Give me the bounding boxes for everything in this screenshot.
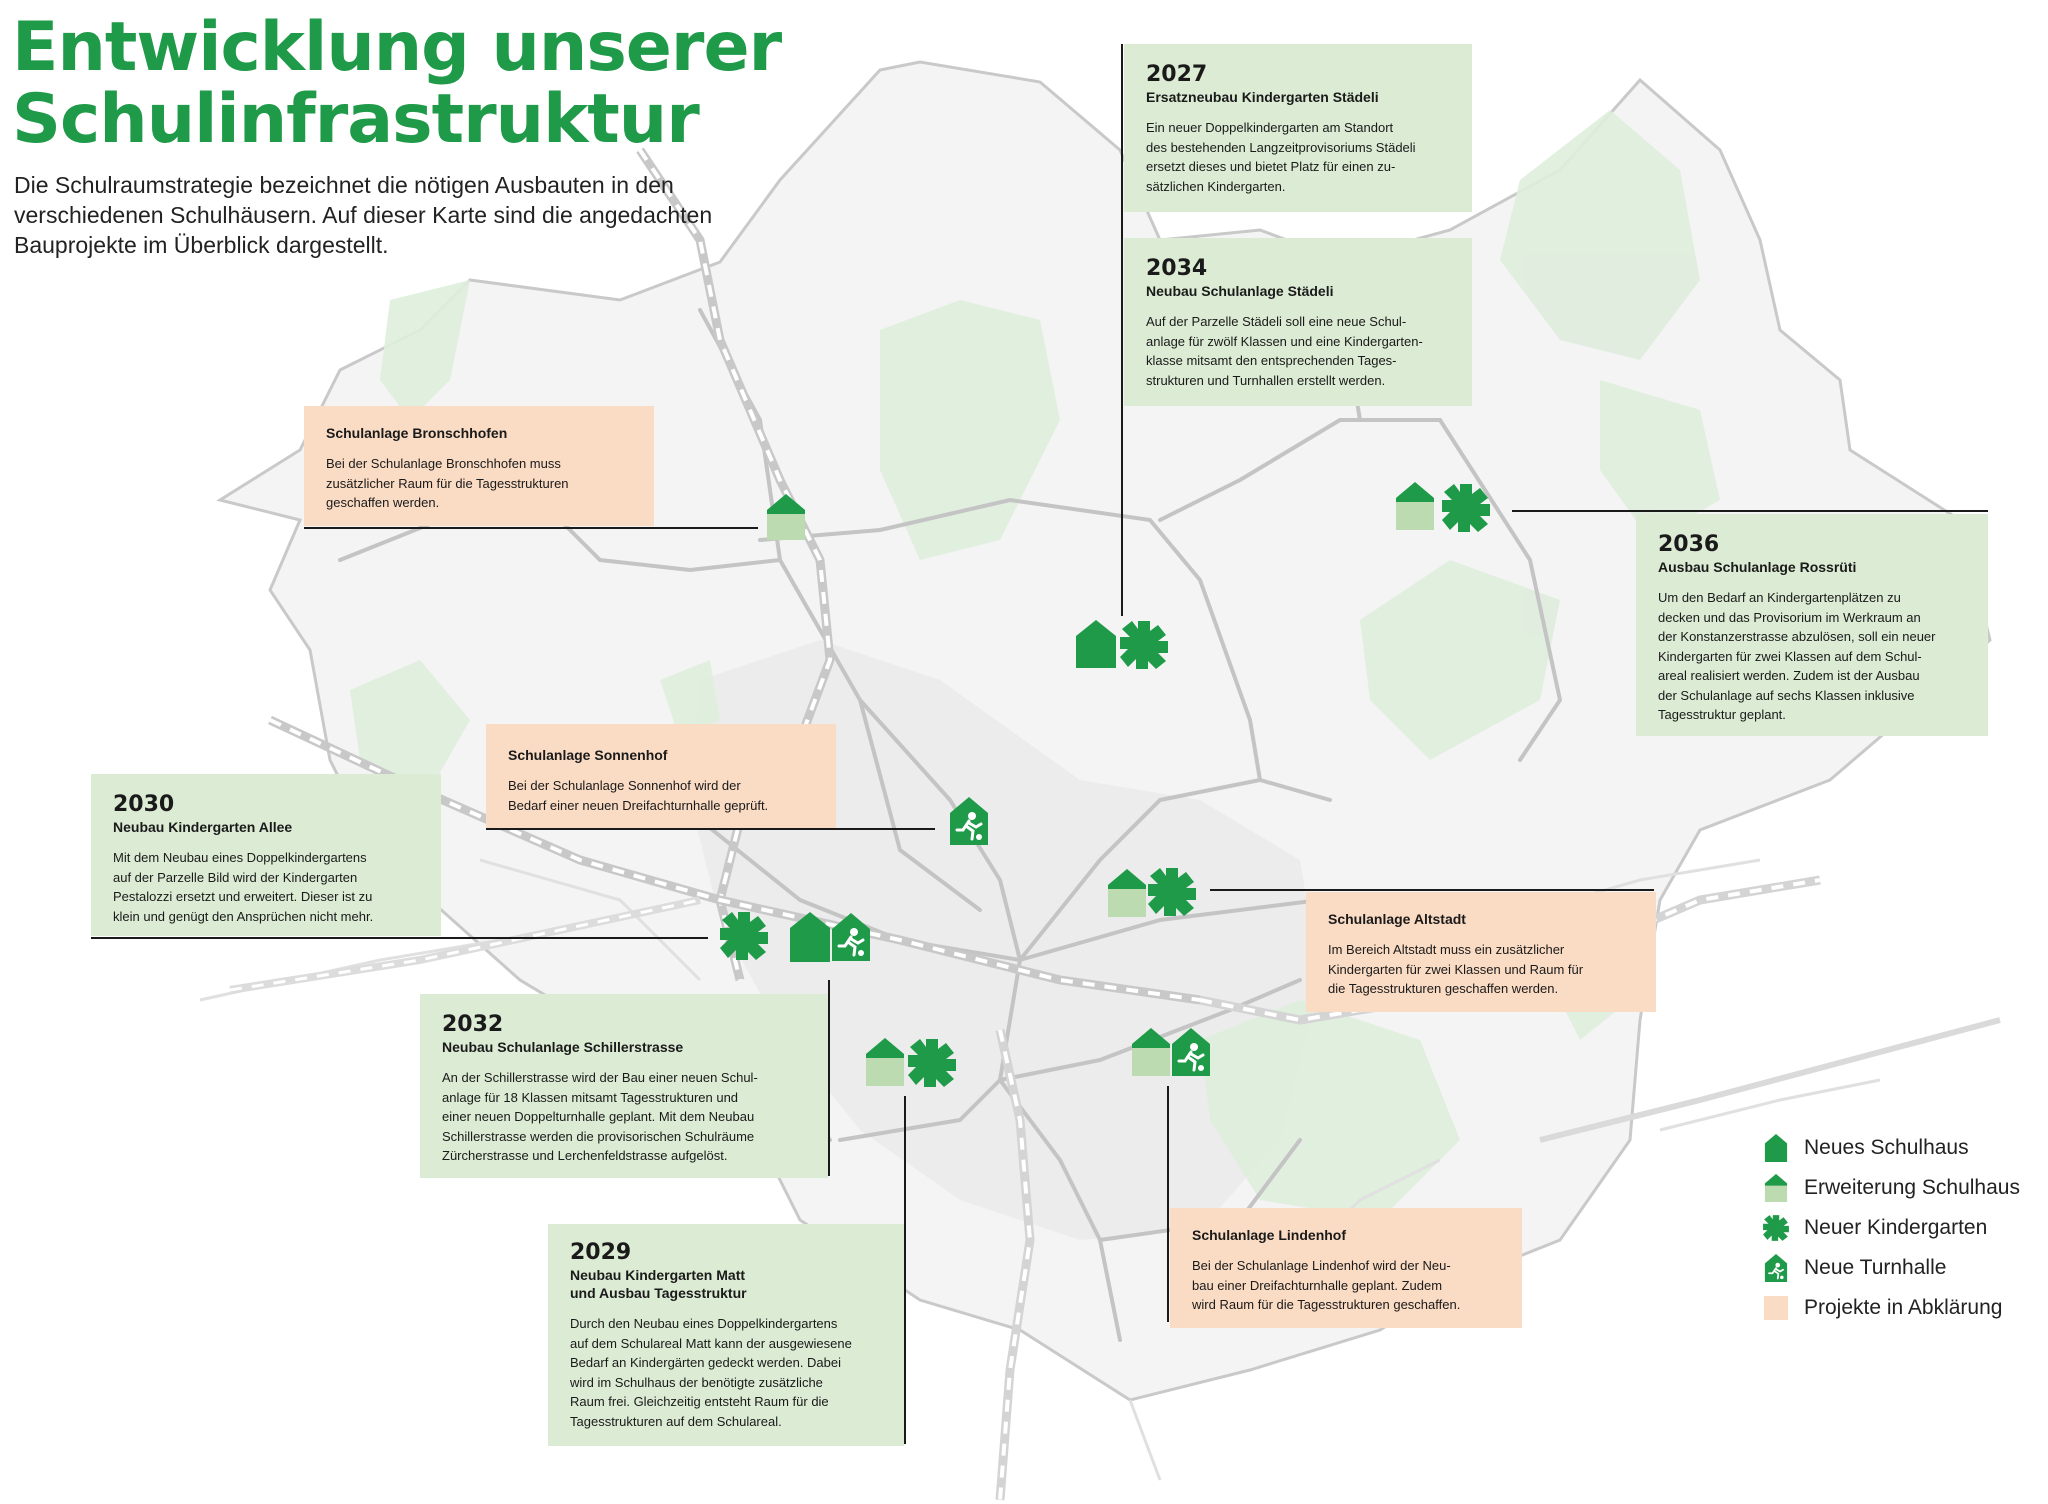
- legend: [1762, 1128, 2042, 1328]
- card-title: Ersatzneubau Kindergarten Städeli: [1146, 89, 1379, 105]
- page-title-line-1: Entwicklung unserer: [12, 8, 782, 87]
- card-body: Mit dem Neubau eines Doppelkindergartens auf der Parzelle Bild wird der Kindergarten Pestalozzi ersetzt und erweitert. Dieser ist zu klein und genügt den Ansprüchen nicht mehr.: [113, 850, 374, 924]
- card-year: 2032: [442, 1012, 504, 1037]
- neues-schulhaus-icon: [1762, 1134, 1790, 1162]
- legend-item-neuer-kindergarten: [1762, 1208, 2042, 1248]
- card-title: Schulanlage Sonnenhof: [508, 747, 668, 763]
- card-year: 2029: [570, 1240, 632, 1265]
- intro-text: Die Schulraumstrategie bezeichnet die nötigen Ausbauten in den verschiedenen Schulhäusern. Auf dieser Karte sind die angedachten Bauprojekte im Überblick dargestellt.: [14, 172, 713, 258]
- card-year: 2036: [1658, 532, 1720, 557]
- card-body: Auf der Parzelle Städeli soll eine neue Schul- anlage für zwölf Klassen und eine Kindergarten- klasse mitsamt den entsprechenden Tages- strukturen und Turnhallen erstellt werden.: [1146, 314, 1423, 388]
- legend-label: Neues Schulhaus: [1804, 1136, 1969, 1159]
- legend-label: Neue Turnhalle: [1804, 1256, 1947, 1279]
- card-body: An der Schillerstrasse wird der Bau einer neuen Schul- anlage für 18 Klassen mitsamt Tagesstrukturen und einer neuen Doppelturnhalle geplant. Mit dem Neubau Schillerstrasse werden die provisorischen Schulräume Zürcherstrasse und Lerchenfeldstrasse aufgelöst.: [442, 1070, 758, 1163]
- card-rossrueti-2036[interactable]: [1636, 514, 1988, 736]
- legend-label: Neuer Kindergarten: [1804, 1216, 1988, 1239]
- card-title: Neubau Schulanlage Schillerstrasse: [442, 1039, 684, 1055]
- legend-label: Erweiterung Schulhaus: [1804, 1176, 2020, 1199]
- card-year: 2027: [1146, 62, 1208, 87]
- neuer-kindergarten-icon: [1762, 1214, 1790, 1242]
- card-staedeli-2034[interactable]: [1124, 238, 1472, 406]
- card-title: Neubau Schulanlage Städeli: [1146, 283, 1334, 299]
- card-title: Schulanlage Altstadt: [1328, 911, 1466, 927]
- card-altstadt[interactable]: [1306, 892, 1656, 1012]
- neue-turnhalle-icon: [1762, 1254, 1790, 1282]
- card-body: Um den Bedarf an Kindergartenplätzen zu decken und das Provisorium im Werkraum an der Konstanzerstrasse abzulösen, soll ein neuer Kindergarten für zwei Klassen auf dem Schul- areal realisiert werden. Zudem ist der Ausbau der Schulanlage auf sechs Klassen inklusive Tagesstruktur geplant.: [1658, 590, 1936, 722]
- page-title-line-2: Schulinfrastruktur: [12, 80, 699, 159]
- card-matt-2029[interactable]: [548, 1224, 904, 1446]
- page-title: [12, 8, 782, 159]
- peach-swatch-icon: [1762, 1294, 1790, 1322]
- card-title: Neubau Kindergarten Allee: [113, 819, 293, 835]
- legend-item-neues-schulhaus: [1762, 1128, 2042, 1168]
- card-year: 2030: [113, 792, 175, 817]
- card-schillerstrasse-2032[interactable]: [420, 994, 828, 1178]
- card-title: Schulanlage Lindenhof: [1192, 1227, 1347, 1243]
- card-staedeli-2027[interactable]: [1124, 44, 1472, 212]
- card-body: Bei der Schulanlage Lindenhof wird der Neu- bau einer Dreifachturnhalle geplant. Zudem wird Raum für die Tagesstrukturen geschaffen.: [1192, 1258, 1461, 1312]
- legend-item-erweiterung-schulhaus: [1762, 1168, 2042, 1208]
- card-body: Im Bereich Altstadt muss ein zusätzlicher Kindergarten für zwei Klassen und Raum für die Tagesstrukturen geschaffen werden.: [1328, 942, 1584, 996]
- card-body: Bei der Schulanlage Bronschhofen muss zusätzlicher Raum für die Tagesstrukturen geschaffen werden.: [326, 456, 569, 510]
- card-sonnenhof[interactable]: [486, 724, 836, 828]
- card-title: Ausbau Schulanlage Rossrüti: [1658, 559, 1857, 575]
- card-title: Schulanlage Bronschhofen: [326, 425, 508, 441]
- card-body: Bei der Schulanlage Sonnenhof wird der Bedarf einer neuen Dreifachturnhalle geprüft.: [508, 778, 769, 813]
- legend-item-neue-turnhalle: [1762, 1248, 2042, 1288]
- card-year: 2034: [1146, 256, 1208, 281]
- card-body: Ein neuer Doppelkindergarten am Standort des bestehenden Langzeitprovisoriums Städeli ersetzt dieses und bietet Platz für einen zu- sätzlichen Kindergarten.: [1146, 120, 1416, 194]
- legend-item-projekte-in-abklaerung: [1762, 1288, 2042, 1328]
- card-body: Durch den Neubau eines Doppelkindergartens auf dem Schulareal Matt kann der ausgewiesene Bedarf an Kindergärten gedeckt werden. Dabei wird im Schulhaus der benötigte zusätzliche Raum frei. Gleichzeitig entsteht Raum für die Tagesstrukturen auf dem Schulareal.: [570, 1316, 852, 1429]
- erweiterung-schulhaus-icon: [1762, 1174, 1790, 1202]
- card-allee-2030[interactable]: [91, 774, 441, 936]
- card-bronschhofen[interactable]: [304, 406, 654, 526]
- card-lindenhof[interactable]: [1170, 1208, 1522, 1328]
- card-title: Neubau Kindergarten Matt und Ausbau Tagesstruktur: [570, 1267, 747, 1301]
- legend-label: Projekte in Abklärung: [1804, 1296, 2003, 1319]
